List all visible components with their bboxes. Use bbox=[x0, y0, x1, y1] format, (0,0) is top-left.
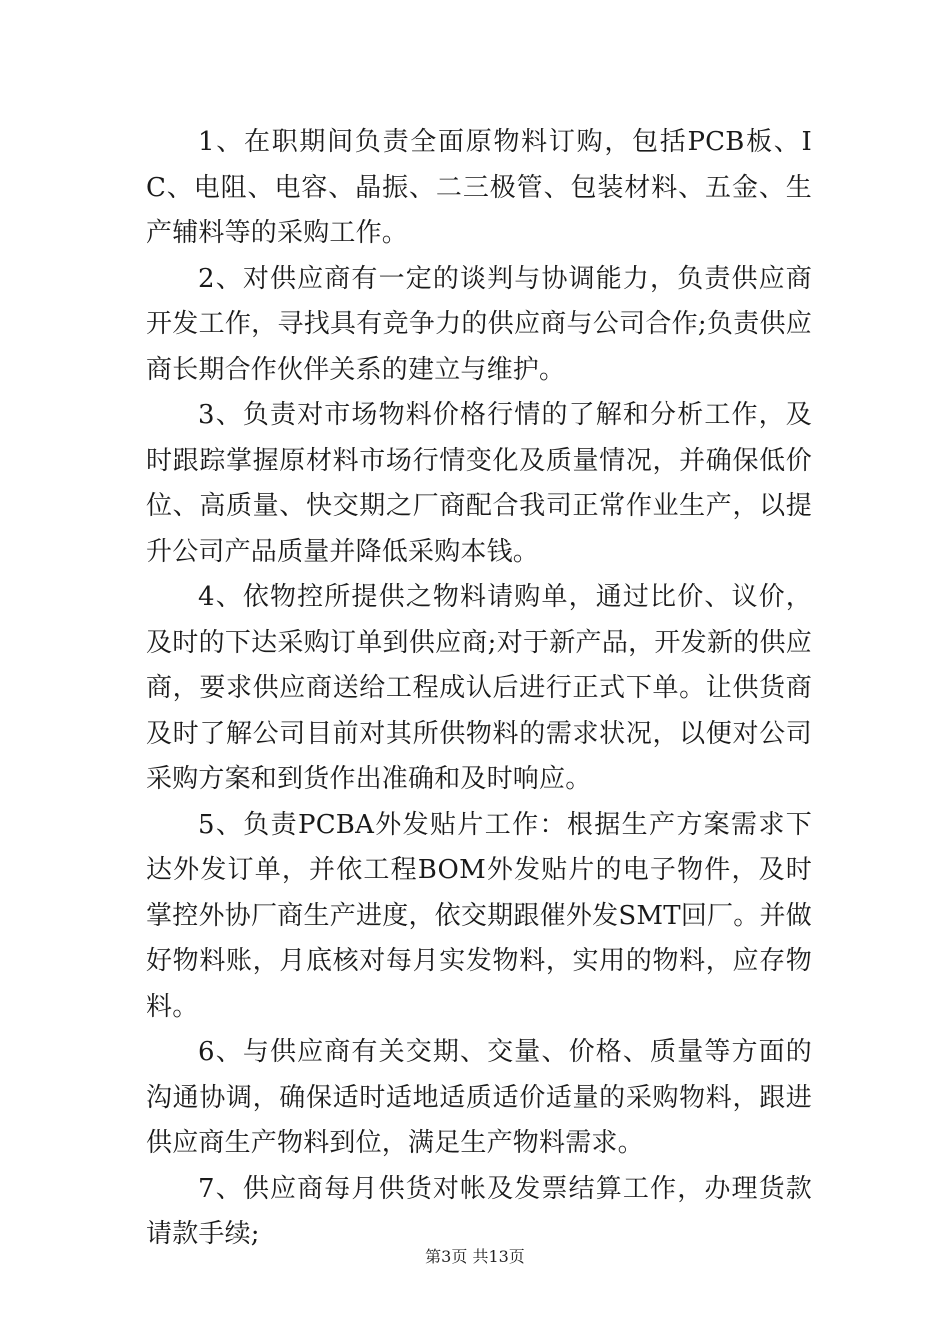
paragraph-5: 5、负责PCBA外发贴片工作：根据生产方案需求下达外发订单，并依工程BOM外发贴片的电子物件，及时掌控外协厂商生产进度，依交期跟催外发SMT回厂。并做好物料账，月底核对每月实发物料，实用的物料，应存物料。 bbox=[146, 809, 812, 1022]
paragraph-2: 2、对供应商有一定的谈判与协调能力，负责供应商开发工作，寻找具有竞争力的供应商与公司合作;负责供应商长期合作伙伴关系的建立与维护。 bbox=[146, 263, 812, 385]
paragraph-7: 7、供应商每月供货对帐及发票结算工作，办理货款请款手续; bbox=[146, 1173, 812, 1249]
page-number-footer: 第3页 共13页 bbox=[425, 1247, 525, 1266]
document-body bbox=[146, 120, 812, 1258]
paragraph-4: 4、依物控所提供之物料请购单，通过比价、议价，及时的下达采购订单到供应商;对于新产品，开发新的供应商，要求供应商送给工程成认后进行正式下单。让供货商及时了解公司目前对其所供物料的需求状况，以便对公司采购方案和到货作出准确和及时响应。 bbox=[146, 582, 812, 794]
paragraph-6: 6、与供应商有关交期、交量、价格、质量等方面的沟通协调，确保适时适地适质适价适量的采购物料，跟进供应商生产物料到位，满足生产物料需求。 bbox=[146, 1037, 812, 1158]
paragraph-1: 1、在职期间负责全面原物料订购，包括PCB板、IC、电阻、电容、晶振、二三极管、包装材料、五金、生产辅料等的采购工作。 bbox=[146, 127, 812, 248]
paragraph-3: 3、负责对市场物料价格行情的了解和分析工作，及时跟踪掌握原材料市场行情变化及质量情况，并确保低价位、高质量、快交期之厂商配合我司正常作业生产，以提升公司产品质量并降低采购本钱。 bbox=[146, 400, 812, 567]
